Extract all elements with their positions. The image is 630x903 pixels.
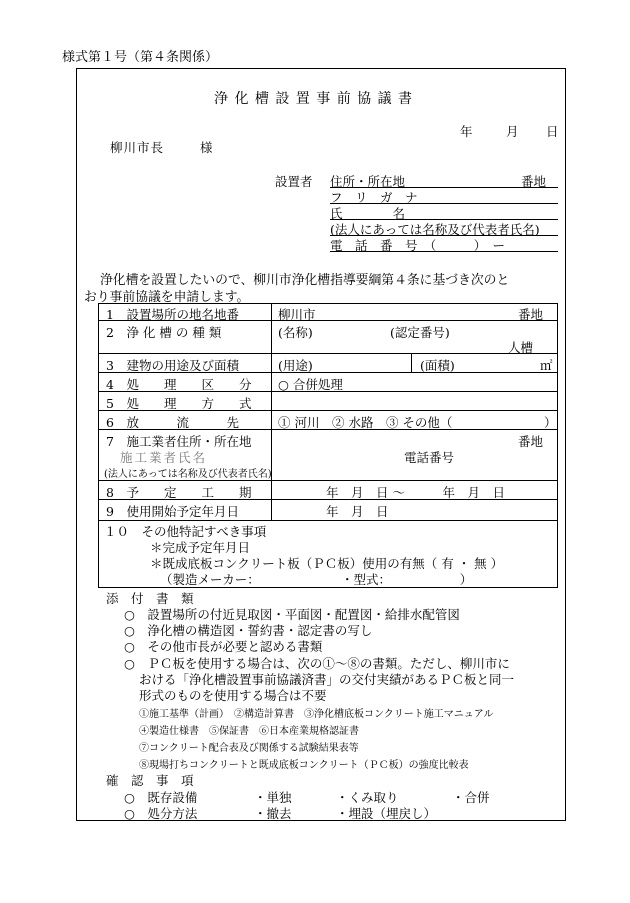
- row10-line3: （製造メーカー： ・型式： ）: [160, 572, 473, 587]
- table-column-divider: [271, 303, 272, 520]
- attachment-item: ○ その他市長が必要と認める書類: [124, 639, 323, 654]
- row6-value: ① 河川 ② 水路 ③ その他（: [278, 415, 453, 430]
- intro-text-line1: 浄化槽を設置したいので、柳川市浄化槽指導要綱第４条に基づき次のと: [100, 273, 510, 288]
- document-title: 浄 化 槽 設 置 事 前 協 議 書: [214, 91, 414, 107]
- row6-close: ）: [544, 415, 557, 430]
- confirm-row1-label: ○ 既存設備: [124, 790, 198, 805]
- row8-label: 8 予 定 工 期: [106, 485, 252, 500]
- attachment-item: ○ 浄化槽の構造図・誓約書・認定書の写し: [124, 623, 373, 638]
- confirm-heading: 確 認 事 項: [106, 773, 194, 788]
- row4-label: 4 処 理 区 分: [106, 377, 252, 392]
- row8-value: 年 月 日 〜 年 月 日: [326, 485, 505, 500]
- row9-value: 年 月 日: [326, 504, 389, 519]
- date-day: 日: [546, 124, 559, 139]
- row2-label: 2 浄 化 槽 の 種 類: [106, 325, 222, 340]
- date-month: 月: [506, 124, 519, 139]
- attachment-item: ○ 設置場所の付近見取図・平面図・配置図・給排水配管図: [124, 607, 460, 622]
- attachment-sub-item: ④製造仕様書 ⑤保証書 ⑥日本産業規格認証書: [139, 726, 359, 737]
- row2-name: (名称): [278, 325, 313, 340]
- applicant-address-line: [330, 172, 558, 188]
- applicant-furigana: フ リ ガ ナ: [330, 188, 558, 204]
- confirm-row2-label: ○ 処分方法: [124, 806, 198, 821]
- row7-label: 7 施工業者住所・所在地: [106, 434, 252, 449]
- row7-corp-note: (法人にあっては名称及び代表者氏名): [104, 469, 272, 480]
- confirm-row1-c: ・合併: [452, 790, 490, 805]
- row3-unit: ㎡: [540, 358, 553, 373]
- row7-phone: 電話番号: [404, 450, 455, 465]
- row1-label: 1 設置場所の地名地番: [106, 307, 239, 322]
- attachment-continuation: おける「浄化槽設置事前協議済書」の交付実績があるＰＣ板と同一: [139, 672, 515, 687]
- attachment-sub-item: ⑧現場打ちコンクリートと既成底板コンクリート（ＰＣ板）の強度比較表: [139, 760, 469, 771]
- attachments-heading: 添 付 書 類: [106, 591, 194, 606]
- confirm-row2-a: ・撤去: [254, 806, 292, 821]
- applicant-banchi: 番地: [520, 174, 546, 189]
- applicant-phone: 電 話 番 号 （ ） ー: [330, 236, 558, 252]
- row9-label: 9 使用開始予定年月日: [106, 504, 239, 519]
- row6-label: 6 放 流 先: [106, 415, 239, 430]
- row1-suffix: 番地: [518, 307, 544, 322]
- attachment-sub-item: ⑦コンクリート配合表及び関係する試験結果表等: [139, 743, 359, 754]
- confirm-row2-b: ・埋設（埋戻し）: [336, 806, 437, 821]
- confirm-row1-a: ・単独: [254, 790, 292, 805]
- addressee: 柳川市長: [110, 140, 165, 155]
- row10-line2: ＊既成底板コンクリート板（ＰＣ板）使用の有無（ 有 ・ 無 ）: [150, 556, 504, 571]
- applicant-label: 設置者: [275, 174, 313, 189]
- confirm-row1-b: ・くみ取り: [336, 790, 399, 805]
- row10-line1: ＊完成予定年月日: [150, 540, 251, 555]
- row7-banchi: 番地: [518, 434, 544, 449]
- row3-use: (用途): [278, 358, 313, 373]
- applicant-corp-note: (法人にあっては名称及び代表者氏名): [330, 220, 558, 236]
- applicant-address: 住所・所在地: [330, 174, 406, 189]
- row3-label: 3 建物の用途及び面積: [106, 358, 239, 373]
- row7-label2: 施工業者氏名: [120, 450, 208, 465]
- row5-label: 5 処 理 方 式: [106, 396, 252, 411]
- row1-value: 柳川市: [278, 307, 316, 322]
- row2-unit: 人槽: [508, 340, 534, 355]
- intro-text-line2: おり事前協議を申請します。: [84, 290, 250, 305]
- date-year: 年: [460, 124, 473, 139]
- row4-value: ○ 合併処理: [278, 377, 343, 392]
- attachment-item: ○ ＰＣ板を使用する場合は、次の①〜⑧の書類。ただし、柳川市に: [124, 656, 510, 671]
- attachment-continuation: 形式のものを使用する場合は不要: [139, 688, 327, 703]
- form-number: 様式第１号（第４条関係）: [62, 50, 219, 65]
- row3-area: (面積): [420, 358, 455, 373]
- honorific: 様: [200, 140, 213, 155]
- row2-cert: (認定番号): [390, 325, 450, 340]
- applicant-name: 氏 名: [330, 204, 558, 220]
- row10-label: １０ その他特記すべき事項: [104, 524, 267, 539]
- attachment-sub-item: ①施工基準（計画） ②構造計算書 ③浄化槽底板コンクリート施工マニュアル: [139, 709, 494, 720]
